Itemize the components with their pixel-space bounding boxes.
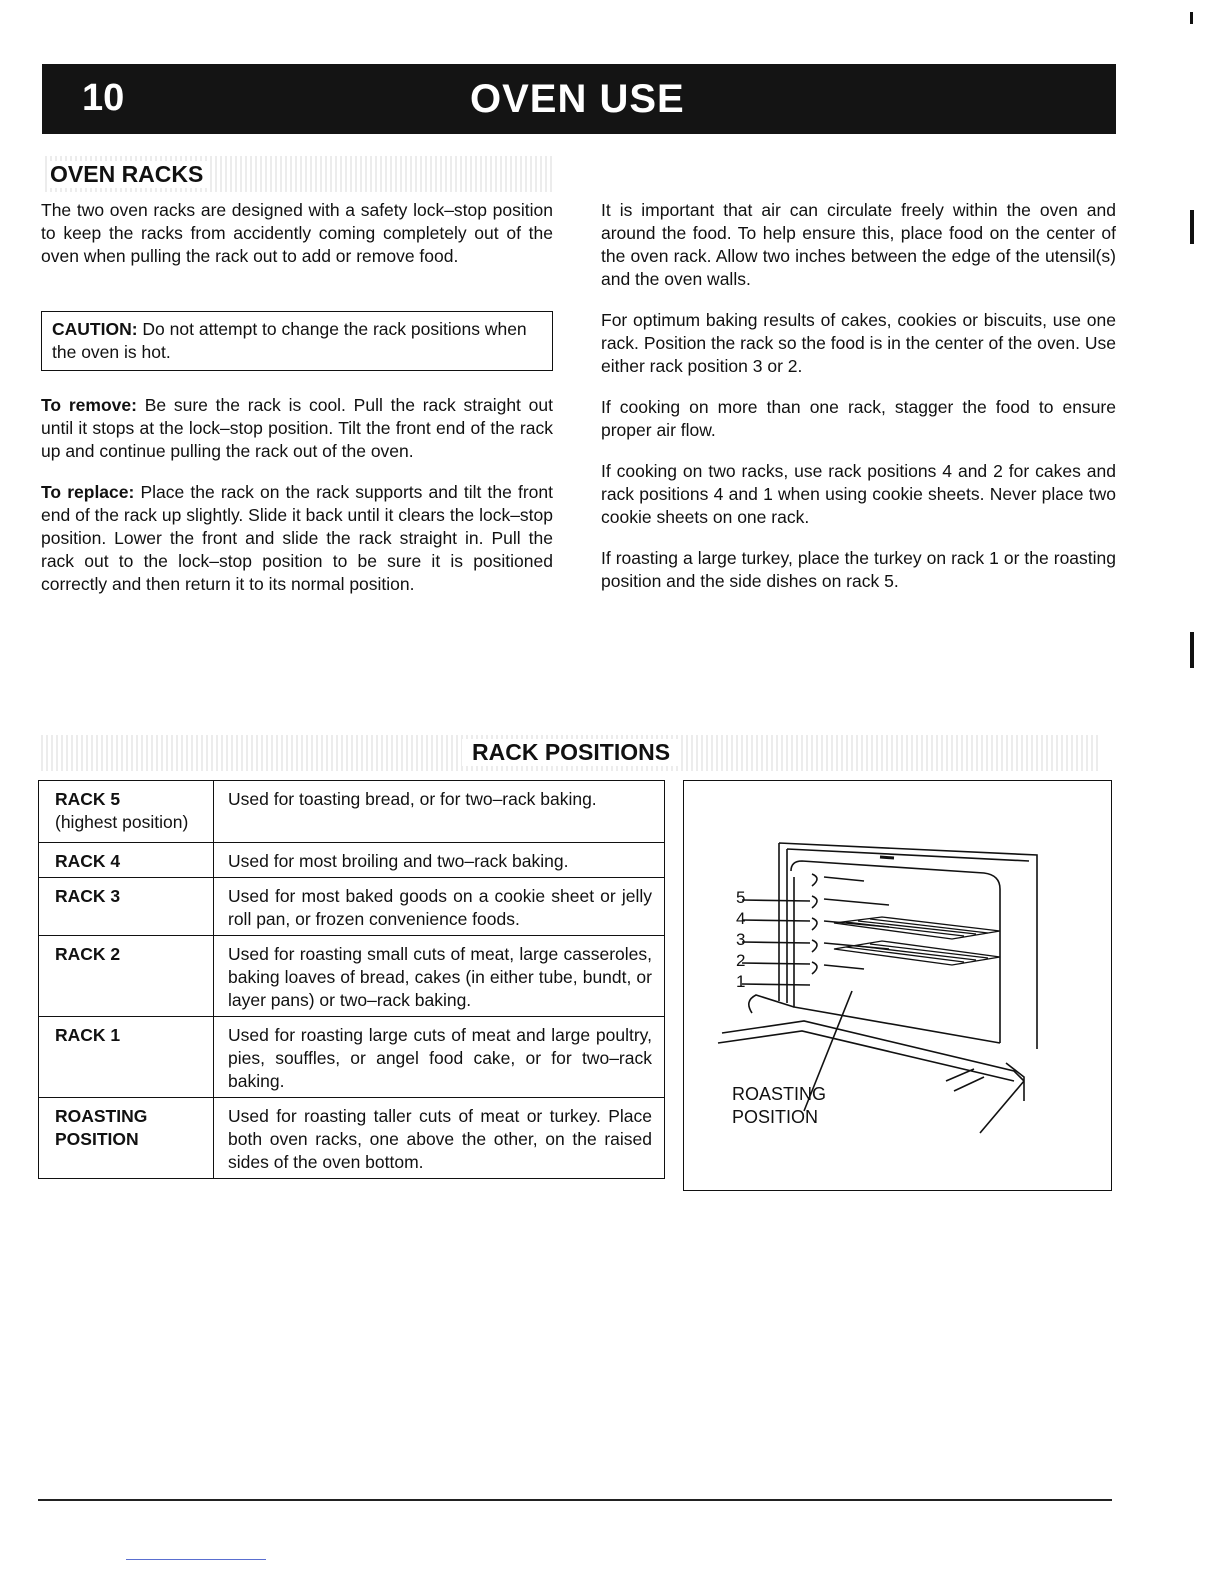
rack-4-leader — [742, 920, 810, 921]
right-paragraph: If cooking on more than one rack, stagger the food to ensure proper air flow. — [601, 397, 1116, 440]
rack-use-cell: Used for most broiling and two–rack baking. — [214, 843, 665, 878]
rack-positions-heading-band — [38, 735, 1100, 771]
margin-mark — [1190, 12, 1193, 24]
rack-use-cell: Used for roasting large cuts of meat and large poultry, pies, souffles, or angel food cake, or for two–rack baking. — [214, 1017, 665, 1098]
rack-cell — [39, 936, 214, 1017]
rack-label: 4 — [736, 909, 746, 928]
rack-cell — [39, 1098, 214, 1179]
rack-positions-table — [38, 780, 665, 1179]
table-row — [39, 1098, 665, 1179]
rack-name: RACK 4 — [55, 851, 121, 871]
oven-rack-lower — [834, 941, 1000, 965]
rack-label: 3 — [736, 930, 746, 949]
caution-text: Do not attempt to change the rack positions when the oven is hot. — [52, 319, 527, 362]
table-row — [39, 1017, 665, 1098]
rack-cell — [39, 878, 214, 936]
rack-number-labels — [736, 887, 745, 992]
oven-cavity — [791, 861, 1000, 1043]
rack-cell — [39, 781, 214, 843]
rack-name: RACK 5 — [55, 789, 121, 809]
right-column — [601, 199, 1116, 611]
remove-label: To remove: — [41, 395, 137, 415]
rack-label: 5 — [736, 888, 746, 907]
oven-racks-heading: OVEN RACKS — [48, 161, 209, 188]
table-row — [39, 843, 665, 878]
oven-outer-frame — [779, 843, 1037, 1049]
table-row — [39, 936, 665, 1017]
oven-diagram-box — [683, 780, 1112, 1191]
rack-2-leader — [742, 963, 810, 964]
page-header-bar — [42, 64, 1116, 134]
rack-name: ROASTING — [55, 1106, 148, 1126]
oven-rack-upper — [834, 917, 1000, 939]
page-title: OVEN USE — [470, 77, 685, 121]
bottom-rule — [38, 1499, 1112, 1501]
roasting-position-label — [732, 1083, 826, 1129]
replace-label: To replace: — [41, 482, 135, 502]
rack-cell — [39, 843, 214, 878]
right-paragraph: If roasting a large turkey, place the turkey on rack 1 or the roasting position and the side dishes on rack 5. — [601, 548, 1116, 591]
right-paragraph: If cooking on two racks, use rack positions 4 and 2 for cakes and rack positions 4 and 1 when using cookie sheets. Never place two cookie sheets on one rack. — [601, 461, 1116, 527]
replace-text: Place the rack on the rack supports and tilt the front end of the rack up slightly. Slide it back until it clears the lock–stop position. Lower the front and slide the rack straight in. Pull the rack out to the lock–stop position to be sure it is positioned correctly and then return it to its normal position. — [41, 482, 553, 594]
rack-use-cell: Used for roasting small cuts of meat, large casseroles, baking loaves of bread, cakes (in either tube, bundt, or layer pans) or two–rack baking. — [214, 936, 665, 1017]
rack-label: 2 — [736, 951, 746, 970]
oven-racks-heading-band — [42, 156, 554, 192]
rack-use-cell: Used for roasting taller cuts of meat or turkey. Place both oven racks, one above the other, on the raised sides of the oven bottom. — [214, 1098, 665, 1179]
remove-paragraph — [41, 394, 553, 463]
rack-label: 1 — [736, 972, 746, 991]
margin-mark — [1190, 210, 1194, 244]
roasting-label-line: ROASTING — [732, 1084, 827, 1104]
replace-paragraph — [41, 481, 553, 596]
rack-cell — [39, 1017, 214, 1098]
rack-name: RACK 2 — [55, 944, 121, 964]
right-paragraph: For optimum baking results of cakes, cookies or biscuits, use one rack. Position the rack so the food is in the center of the oven. Use either rack position 3 or 2. — [601, 310, 1116, 376]
rack-subtitle: (highest position) — [55, 812, 189, 832]
rack-use-cell: Used for most baked goods on a cookie sheet or jelly roll pan, or frozen convenience foods. — [214, 878, 665, 936]
rack-5-leader — [742, 900, 810, 901]
caution-box — [41, 311, 553, 371]
right-paragraph: It is important that air can circulate freely within the oven and around the food. To help ensure this, place food on the center of the oven rack. Allow two inches between the edge of the utensil(s) and the oven walls. — [601, 200, 1116, 289]
footer-link-line — [126, 1559, 266, 1560]
table-row — [39, 878, 665, 936]
rack-positions-heading: RACK POSITIONS — [462, 739, 680, 766]
left-instructions-column — [41, 394, 553, 614]
rack-name: RACK 3 — [55, 886, 121, 906]
caution-label: CAUTION: — [52, 319, 138, 339]
rack-use-cell: Used for toasting bread, or for two–rack baking. — [214, 781, 665, 843]
margin-mark — [1190, 632, 1194, 668]
rack-3-leader — [742, 942, 810, 943]
rack-name-line2: POSITION — [55, 1129, 139, 1149]
intro-paragraph: The two oven racks are designed with a safety lock–stop position to keep the racks from accidently coming completely out of the oven when pulling the rack out to add or remove food. — [41, 200, 553, 266]
remove-text: Be sure the rack is cool. Pull the rack straight out until it stops at the lock–stop position. Tilt the front end of the rack up and continue pulling the rack out of the oven. — [41, 395, 553, 461]
rack-1-leader — [742, 984, 810, 985]
left-intro-column — [41, 199, 553, 286]
page-number: 10 — [82, 77, 125, 119]
roasting-label-line: POSITION — [732, 1107, 819, 1127]
rack-name: RACK 1 — [55, 1025, 121, 1045]
table-row — [39, 781, 665, 843]
